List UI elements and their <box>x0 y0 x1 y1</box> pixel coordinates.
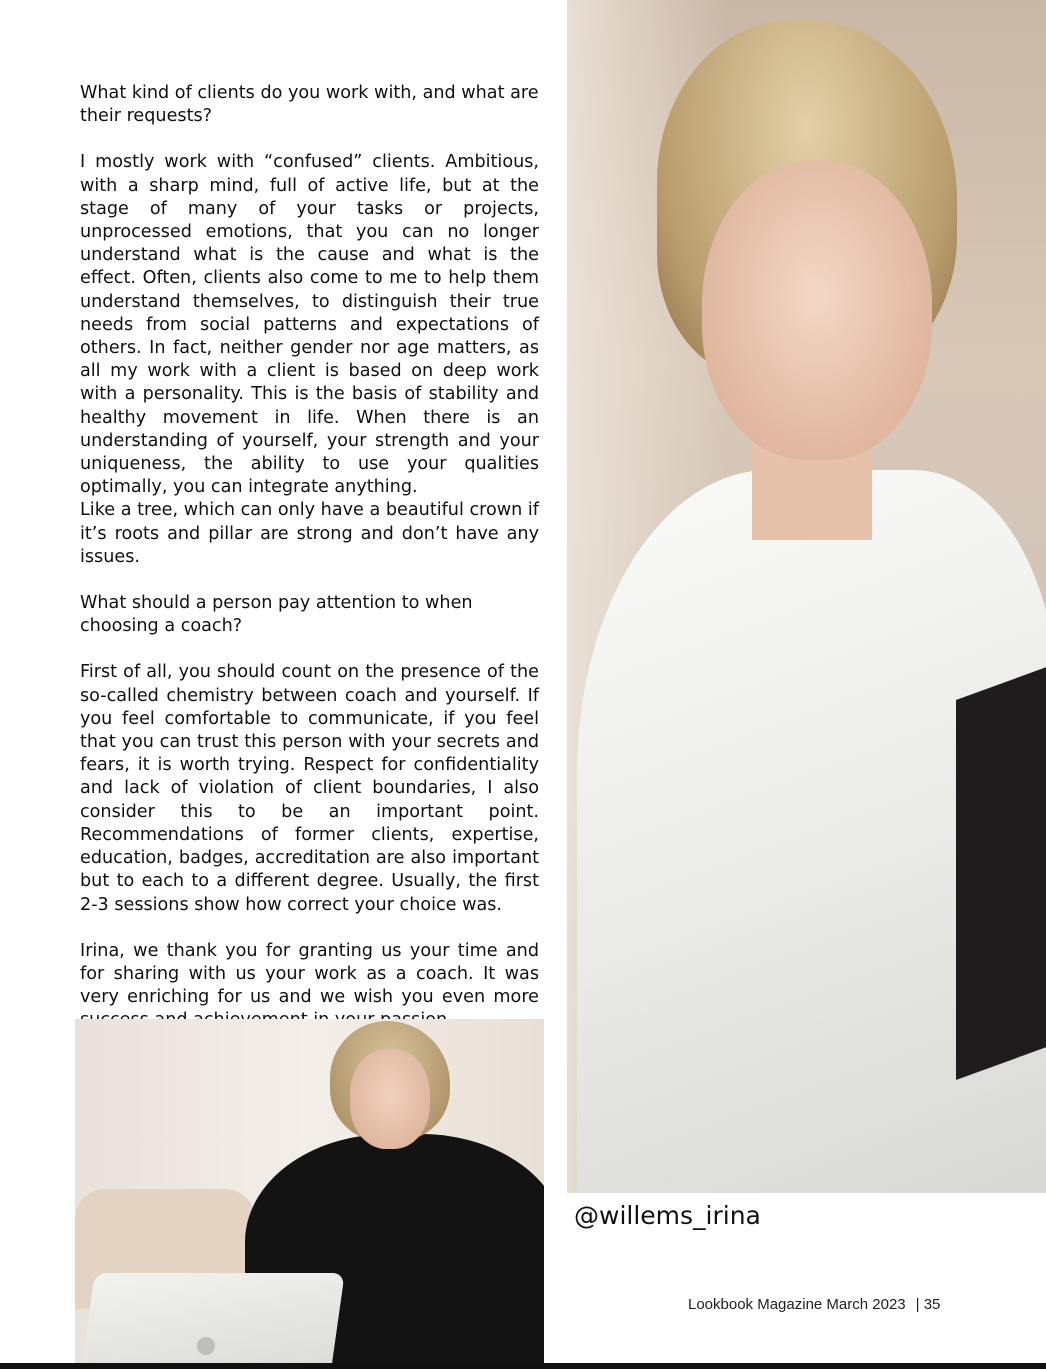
article-text-column <box>80 82 539 1033</box>
portrait-photo <box>567 0 1046 1193</box>
instagram-handle: @willems_irina <box>574 1201 761 1230</box>
interview-question: What should a person pay attention to when choosing a coach? <box>80 593 473 637</box>
laptop-logo-icon <box>197 1337 215 1355</box>
interview-answer: I mostly work with “confused” clients. Ambitious, with a sharp mind, full of active life, but at the stage of many of your tasks or projects, unprocessed emotions, that you can no longer understand what is the cause and what is the effect. Often, clients also come to me to help them understand themselves, to distinguish their true needs from social patterns and expectations of others. In fact, neither gender nor age matters, as all my work with a client is based on deep work with a personality. This is the basis of stability and healthy movement in life. When there is an understanding of yourself, your strength and your uniqueness, the ability to use your qualities optimally, you can integrate anything. <box>80 152 539 498</box>
page-number: | 35 <box>915 1296 941 1313</box>
page-footer <box>688 1295 940 1315</box>
face-shape <box>350 1049 430 1149</box>
interview-question: What kind of clients do you work with, and what are their requests? <box>80 83 539 127</box>
interview-answer: First of all, you should count on the presence of the so-called chemistry between coach and yourself. If you feel comfortable to communicate, if you feel that you can trust this person with your secrets and fears, it is worth trying. Respect for confidentiality and lack of violation of client boundaries, I also consider this to be an important point. Recommendations of former clients, expertise, education, badges, accreditation are also important but to each to a different degree. Usually, the first 2-3 sessions show how correct your choice was. <box>80 662 539 915</box>
dark-jacket-shape <box>956 660 1046 1080</box>
laptop-photo <box>75 1019 544 1363</box>
bottom-rule <box>0 1363 1046 1369</box>
interview-answer-continuation: Like a tree, which can only have a beautiful crown if it’s roots and pillar are strong and don’t have any issues. <box>80 500 539 567</box>
publication-name: Lookbook Magazine March 2023 <box>688 1296 906 1313</box>
closing-paragraph: Irina, we thank you for granting us your time and for sharing with us your work as a coach. It was very enriching for us and we wish you even more <box>80 940 539 1008</box>
face-shape <box>702 160 932 460</box>
